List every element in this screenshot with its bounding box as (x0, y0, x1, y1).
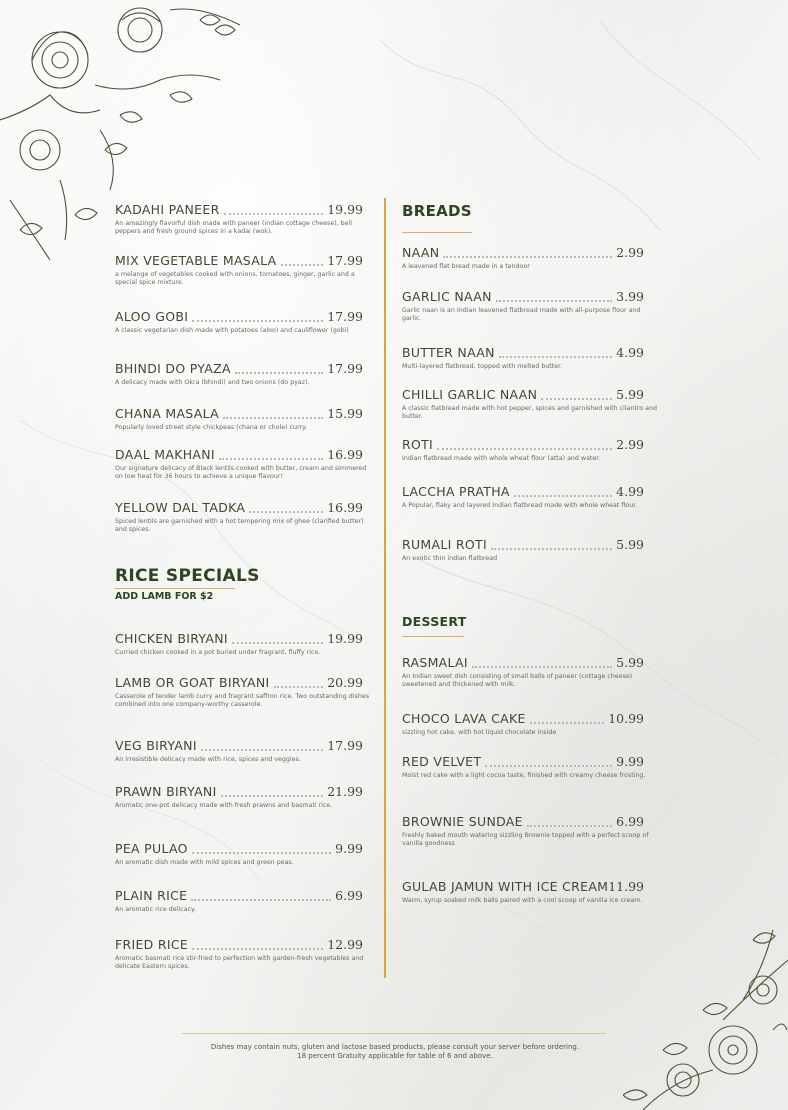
menu-item-price: 17.99 (327, 253, 363, 268)
dotted-leader (485, 765, 612, 767)
menu-item-description: Warm, syrup soaked milk balls paired with a cool scoop of vanilla ice cream. (402, 897, 643, 904)
dotted-leader (530, 722, 604, 724)
menu-item-name: NAAN (402, 245, 440, 260)
dotted-leader (192, 852, 331, 854)
menu-item-description: A delicacy made with Okra (bhindi) and two onions (do pyaz). (115, 379, 310, 386)
dotted-leader (541, 398, 612, 400)
menu-item-price: 10.99 (608, 711, 644, 726)
breads-title-underline (402, 232, 472, 233)
menu-item-description: Moist red cake with a light cocoa taste, finished with creamy cheese frosting. (402, 772, 646, 779)
menu-item-name: BUTTER NAAN (402, 345, 495, 360)
menu-item-row (115, 781, 363, 799)
menu-item-price: 5.99 (616, 387, 644, 402)
dotted-leader (527, 825, 612, 827)
dotted-leader (219, 458, 323, 460)
menu-item-name: LAMB OR GOAT BIRYANI (115, 675, 270, 690)
column-divider (384, 198, 386, 978)
menu-item-row (115, 838, 363, 856)
dotted-leader (491, 548, 612, 550)
dotted-leader (499, 356, 612, 358)
menu-item-row (115, 199, 363, 217)
menu-item-price: 4.99 (616, 484, 644, 499)
menu-item (115, 306, 363, 335)
menu-item-name: CHOCO LAVA CAKE (402, 711, 526, 726)
menu-item-row (115, 497, 363, 515)
menu-item-price: 2.99 (616, 437, 644, 452)
menu-item-price: 15.99 (327, 406, 363, 421)
menu-item-row (115, 306, 363, 324)
menu-item (402, 384, 658, 421)
menu-item-price: 12.99 (327, 937, 363, 952)
menu-item-description: Multi-layered flatbread, topped with melted butter. (402, 363, 563, 370)
menu-item-description: sizzling hot cake, with hot liquid chocolate inside (402, 729, 557, 736)
menu-item (402, 242, 644, 271)
menu-item (402, 811, 649, 848)
menu-item-row (115, 672, 363, 690)
dotted-leader (472, 666, 612, 668)
menu-item (115, 250, 363, 287)
menu-item-description: A leavened flat bread made in a tandoor (402, 263, 530, 270)
menu-item-description: Aromatic one-pot delicacy made with fresh prawns and basmati rice. (115, 802, 333, 809)
menu-item (402, 708, 644, 737)
menu-item-price: 11.99 (608, 879, 644, 894)
menu-item (402, 434, 644, 463)
menu-item-description: Indian flatbread made with whole wheat flour (atta) and water. (402, 455, 601, 462)
menu-item-price: 17.99 (327, 309, 363, 324)
menu-item-row (115, 358, 363, 376)
rice-specials-subtitle: ADD LAMB FOR $2 (115, 591, 214, 602)
dotted-leader (223, 417, 323, 419)
dotted-leader (514, 495, 612, 497)
footer-note (140, 1043, 650, 1061)
menu-item-price: 6.99 (335, 888, 363, 903)
menu-item-description: An irresistible delicacy made with rice, spices and veggies. (115, 756, 301, 763)
menu-item-row (402, 434, 644, 452)
menu-item (402, 286, 644, 323)
menu-item-description: An aromatic dish made with mild spices and green peas. (115, 859, 294, 866)
dotted-leader (437, 448, 612, 450)
floral-decoration-icon (623, 930, 788, 1110)
dotted-leader (191, 899, 331, 901)
dotted-leader (235, 372, 323, 374)
menu-item-description: Spiced lentils are garnished with a hot tempering mix of ghee (clarified butter) and spices. (115, 518, 364, 533)
menu-item (115, 199, 363, 236)
menu-item-price: 16.99 (327, 447, 363, 462)
menu-item-price: 9.99 (616, 754, 644, 769)
menu-item-description: a melange of vegetables cooked with onions, tomatoes, ginger, garlic and a special spice mixture. (115, 271, 355, 286)
menu-item-row (402, 811, 644, 829)
dotted-leader (274, 686, 323, 688)
menu-item-description: An Indian sweet dish consisting of small balls of paneer (cottage cheese) sweetened and thickened with milk. (402, 673, 633, 688)
menu-item (115, 497, 363, 534)
menu-item-name: VEG BIRYANI (115, 738, 197, 753)
menu-item-price: 5.99 (616, 537, 644, 552)
rice-title-underline (115, 588, 235, 589)
menu-item-row (402, 481, 644, 499)
menu-item-price: 3.99 (616, 289, 644, 304)
dotted-leader (192, 320, 323, 322)
menu-item-row (115, 250, 363, 268)
rice-specials-title: RICE SPECIALS (115, 566, 260, 586)
menu-item-description: A Popular, flaky and layered Indian flatbread made with whole wheat flour. (402, 502, 638, 509)
menu-item-row (402, 384, 644, 402)
menu-item-description: A classic flatbread made with hot pepper, spices and garnished with cilantro and butter. (402, 405, 658, 420)
menu-item-description: Curried chicken cooked in a pot buried under fragrant, fluffy rice. (115, 649, 321, 656)
menu-item-price: 21.99 (327, 784, 363, 799)
dessert-title-underline (402, 636, 464, 637)
menu-item-price: 17.99 (327, 738, 363, 753)
menu-item (402, 876, 644, 905)
menu-item-row (115, 403, 363, 421)
menu-item-name: ROTI (402, 437, 434, 452)
menu-item-description: A classic vegetarian dish made with potatoes (aloo) and cauliflower (gobi) (115, 327, 349, 334)
menu-item (115, 403, 363, 432)
menu-item-name: CHICKEN BIRYANI (115, 631, 228, 646)
menu-item-price: 2.99 (616, 245, 644, 260)
menu-item (115, 934, 363, 971)
menu-item-price: 4.99 (616, 345, 644, 360)
menu-item (115, 358, 363, 387)
menu-item (402, 534, 644, 563)
menu-item-price: 17.99 (327, 361, 363, 376)
dotted-leader (221, 795, 323, 797)
menu-item-description: Popularly loved street style chickpeas (chana or chole) curry. (115, 424, 307, 431)
menu-item-price: 19.99 (327, 631, 363, 646)
menu-item-name: RED VELVET (402, 754, 482, 769)
menu-item-row (115, 934, 363, 952)
menu-item (402, 652, 644, 689)
menu-item (115, 781, 363, 810)
menu-item-row (115, 628, 363, 646)
menu-item-name: PLAIN RICE (115, 888, 188, 903)
menu-item-row (402, 242, 644, 260)
menu-item-row (115, 885, 363, 903)
menu-item (115, 735, 363, 764)
menu-item-name: MIX VEGETABLE MASALA (115, 253, 277, 268)
menu-item-name: PEA PULAO (115, 841, 188, 856)
menu-item-name: BHINDI DO PYAZA (115, 361, 231, 376)
menu-item-description: Aromatic basmati rice stir-fried to perfection with garden-fresh vegetables and delicate Eastern spices. (115, 955, 364, 970)
menu-item (402, 751, 644, 780)
dessert-title: DESSERT (402, 614, 467, 629)
menu-item-description: Casserole of tender lamb curry and fragrant saffron rice. Two outstanding dishes combined into one company-worthy casserole. (115, 693, 369, 708)
menu-item-row (402, 652, 644, 670)
menu-item-price: 20.99 (327, 675, 363, 690)
dotted-leader (232, 642, 323, 644)
menu-item-row (402, 751, 644, 769)
dotted-leader (443, 256, 612, 258)
dotted-leader (249, 511, 323, 513)
menu-item-row (402, 286, 644, 304)
menu-item-description: An aromatic rice delicacy. (115, 906, 196, 913)
dotted-leader (201, 749, 323, 751)
footer-line-1: Dishes may contain nuts, gluten and lactose based products, please consult your server before ordering. (210, 1043, 580, 1051)
footer-line-2: 18 percent Gratuity applicable for table of 6 and above. (297, 1052, 493, 1060)
menu-item-price: 19.99 (327, 202, 363, 217)
menu-item-name: CHANA MASALA (115, 406, 220, 421)
menu-item (115, 672, 369, 709)
menu-item (115, 444, 367, 481)
menu-item-name: LACCHA PRATHA (402, 484, 510, 499)
dotted-leader (224, 213, 323, 215)
menu-item-name: PRAWN BIRYANI (115, 784, 217, 799)
menu-item (402, 342, 644, 371)
menu-item-row (115, 444, 363, 462)
menu-item-name: RUMALI ROTI (402, 537, 487, 552)
menu-item-row (402, 342, 644, 360)
menu-item-description: Our signature delicacy of Black lentils cooked with butter, cream and simmered on low heat for 36 hours to achieve a unique flavour! (115, 465, 367, 480)
menu-item-name: DAAL MAKHANI (115, 447, 215, 462)
menu-item-name: GULAB JAMUN WITH ICE CREAM (402, 879, 609, 894)
menu-item-price: 9.99 (335, 841, 363, 856)
menu-item-description: An exotic thin indian flatbread (402, 555, 498, 562)
menu-item-price: 5.99 (616, 655, 644, 670)
footer-divider (182, 1033, 606, 1034)
menu-item-row (402, 876, 644, 894)
menu-item-name: BROWNIE SUNDAE (402, 814, 523, 829)
menu-item-price: 16.99 (327, 500, 363, 515)
dotted-leader (281, 264, 323, 266)
menu-item-row (402, 708, 644, 726)
menu-item-name: RASMALAI (402, 655, 468, 670)
menu-item-name: GARLIC NAAN (402, 289, 492, 304)
menu-item (402, 481, 644, 510)
menu-item-name: KADAHI PANEER (115, 202, 220, 217)
menu-item-name: CHILLI GARLIC NAAN (402, 387, 538, 402)
dotted-leader (192, 948, 323, 950)
menu-item-row (402, 534, 644, 552)
menu-item-description: An amazingly flavorful dish made with paneer (indian cottage cheese), bell peppers and fresh ground spices in a kadai (wok). (115, 220, 353, 235)
breads-title: BREADS (402, 202, 472, 220)
menu-item-name: YELLOW DAL TADKA (115, 500, 246, 515)
menu-item-description: Garlic naan is an Indian leavened flatbread made with all-purpose flour and garlic. (402, 307, 641, 322)
menu-item-row (115, 735, 363, 753)
menu-item (115, 628, 363, 657)
menu-item-price: 6.99 (616, 814, 644, 829)
menu-item (115, 838, 363, 867)
menu-item-name: FRIED RICE (115, 937, 189, 952)
menu-item-name: ALOO GOBI (115, 309, 189, 324)
dotted-leader (496, 300, 612, 302)
menu-item (115, 885, 363, 914)
menu-item-description: Freshly baked mouth watering sizzling Brownie topped with a perfect scoop of vanilla goodness (402, 832, 649, 847)
